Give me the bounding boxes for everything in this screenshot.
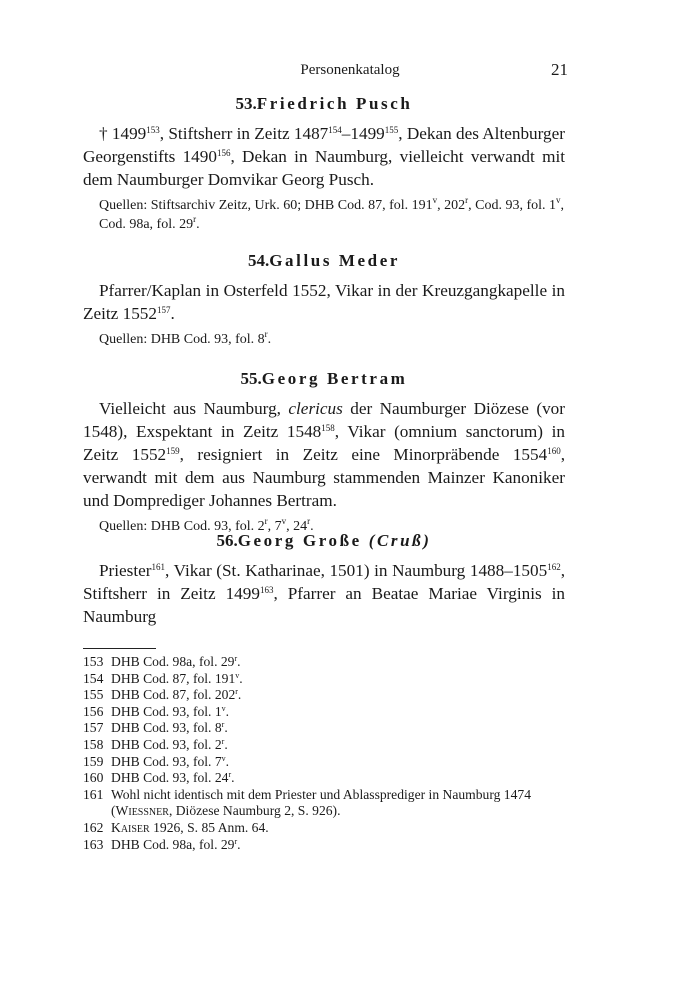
entry-title: [83, 94, 565, 114]
entry-sources: [83, 330, 565, 349]
text-run: , Dekan in Naumburg, vielleicht verwandt mit dem Naumburger Domvikar Georg Pusch.: [83, 147, 565, 189]
text-run: , Diözese Naumburg 2, S. 926).: [168, 803, 341, 819]
text-run: , verwandt mit dem aus Naumburg stammenden Mainzer Kanoniker und Domprediger Johannes Bertram.: [83, 445, 565, 510]
superscript: r: [465, 195, 469, 205]
footnote: [83, 787, 565, 820]
superscript: 163: [259, 585, 274, 595]
footnote-number: 154: [83, 670, 104, 686]
author-name: Wiessner: [115, 803, 169, 819]
text-run: , Vikar (St. Katharinae, 1501) in Naumburg 1488–1505: [165, 561, 548, 580]
superscript: 154: [328, 125, 342, 135]
superscript: v: [221, 703, 226, 713]
entry-name: Gallus Meder: [269, 251, 401, 270]
footnote-number: 157: [83, 720, 104, 736]
entry-number: 56.: [216, 531, 238, 550]
text-run: DHB Cod. 87, fol. 202: [111, 687, 236, 703]
text-run: , Cod. 98a, fol. 29: [99, 198, 565, 232]
footnote-text: [111, 770, 565, 787]
superscript: 159: [166, 446, 180, 456]
superscript: r: [221, 736, 225, 746]
footnote-number: 163: [83, 836, 104, 852]
text-run: DHB Cod. 93, fol. 24: [111, 770, 229, 786]
footnote-number: 158: [83, 736, 104, 752]
entry-name: Georg Große: [237, 531, 362, 550]
text-run: der Naumburger Diözese (vor 1548), Exspektant in Zeitz 1548: [83, 399, 565, 441]
footnote: [83, 687, 565, 704]
superscript: r: [307, 516, 311, 526]
footnote: [83, 754, 565, 771]
entry-name: Friedrich Pusch: [256, 94, 413, 113]
footnote-number: 155: [83, 687, 104, 703]
footnote-text: [111, 787, 565, 820]
footnote: [83, 671, 565, 688]
superscript: r: [235, 687, 238, 697]
footnote-number: 161: [83, 786, 104, 802]
text-run: , Vikar (omnium sanctorum) in Zeitz 1552: [83, 422, 565, 464]
entry-body: [83, 397, 565, 512]
entry-number: 54.: [247, 251, 270, 270]
footnote: [83, 720, 565, 737]
text-run: Quellen: DHB Cod. 93, fol. 2: [99, 519, 265, 534]
text-run: DHB Cod. 93, fol. 7: [111, 753, 222, 769]
footnote-text: [111, 754, 565, 771]
footnote: [83, 770, 565, 787]
entry-body: [83, 559, 565, 628]
entry-sources: [83, 196, 565, 234]
entry-body: [83, 122, 565, 191]
text-run: Priester: [99, 561, 152, 580]
entry-body: [83, 279, 565, 325]
superscript: r: [234, 836, 238, 846]
entry-title: [83, 251, 565, 271]
superscript: 158: [321, 423, 335, 433]
footnote-text: [111, 671, 565, 688]
text-run: .: [237, 654, 241, 669]
footnote-text: [111, 704, 565, 721]
text-run: .: [310, 519, 314, 534]
text-run: DHB Cod. 98a, fol. 29: [111, 654, 235, 669]
text-run: .: [225, 753, 230, 769]
text-run: , 24: [286, 519, 308, 534]
text-run: Pfarrer/Kaplan in Osterfeld 1552, Vikar in der Kreuzgangkapelle in Zeitz 1552: [83, 281, 565, 323]
entry-54: [83, 251, 565, 349]
text-run: .: [239, 670, 243, 686]
footnote-text: [111, 820, 565, 837]
page-number: 21: [551, 60, 568, 79]
superscript: v: [281, 516, 287, 526]
text-run: , 202: [437, 198, 466, 213]
text-run: .: [225, 703, 230, 719]
text-run: † 1499: [99, 124, 147, 143]
footnote: [83, 704, 565, 721]
superscript: v: [221, 753, 226, 763]
text-run: .: [237, 687, 242, 703]
text-run: DHB Cod. 98a, fol. 29: [111, 836, 235, 852]
superscript: r: [264, 329, 268, 339]
superscript: r: [234, 654, 238, 663]
footnote-text: [111, 654, 565, 671]
text-run: Wohl nicht identisch mit dem Priester und Ablassprediger in Naumburg 1474 (: [111, 786, 531, 819]
text-run: Vielleicht aus Naumburg,: [99, 399, 289, 418]
superscript: 155: [384, 125, 399, 135]
text-run: –1499: [341, 124, 385, 143]
footnote-number: 153: [83, 654, 104, 669]
text-run: , Cod. 93, fol. 1: [468, 198, 557, 213]
entry-title: [83, 531, 565, 551]
text-run: 1926, S. 85 Anm. 64.: [149, 819, 269, 835]
superscript: r: [264, 516, 268, 526]
text-run: Quellen: Stiftsarchiv Zeitz, Urk. 60; DHB Cod. 87, fol. 191: [99, 198, 433, 213]
entry-number: 53.: [235, 94, 257, 113]
text-run: .: [170, 304, 175, 323]
footnote: [83, 737, 565, 754]
superscript: 157: [156, 305, 171, 315]
author-name: Kaiser: [111, 819, 150, 835]
text-run: DHB Cod. 87, fol. 191: [111, 670, 236, 686]
superscript: r: [228, 770, 232, 780]
superscript: v: [235, 670, 240, 680]
footnote-text: [111, 687, 565, 704]
entry-name: Georg Bertram: [261, 369, 408, 388]
text-run: , resigniert in Zeitz eine Minorpräbende 1554: [179, 445, 548, 464]
footnote-text: [111, 737, 565, 754]
text-run: , Stiftsherr in Zeitz 1487: [159, 124, 329, 143]
entry-53: [83, 94, 565, 234]
text-run: Quellen: DHB Cod. 93, fol. 8: [99, 332, 265, 347]
superscript: r: [193, 214, 197, 224]
text-run: , Stiftsherr in Zeitz 1499: [83, 561, 565, 603]
text-run: .: [231, 770, 235, 786]
superscript: v: [432, 195, 438, 205]
footnote-number: 159: [83, 753, 104, 769]
text-run: .: [196, 217, 200, 232]
superscript: r: [221, 720, 225, 730]
footnote: [83, 654, 565, 671]
footnote-number: 162: [83, 819, 104, 835]
entry-56: [83, 531, 565, 628]
footnote: [83, 820, 565, 837]
footnotes: [83, 654, 565, 853]
text-run: DHB Cod. 93, fol. 2: [111, 736, 222, 752]
entry-alt-name: (Cruß): [368, 531, 432, 550]
text-run: .: [237, 836, 241, 852]
italic-term: clericus: [288, 399, 343, 418]
superscript: 156: [216, 148, 231, 158]
superscript: 153: [146, 125, 160, 135]
footnote-number: 156: [83, 703, 104, 719]
footnote-number: 160: [83, 770, 104, 786]
entry-number: 55.: [240, 369, 262, 388]
footnote-text: [111, 837, 565, 854]
text-run: .: [224, 736, 228, 752]
superscript: v: [556, 195, 561, 205]
entry-55: [83, 369, 565, 536]
text-run: DHB Cod. 93, fol. 1: [111, 703, 222, 719]
text-run: .: [267, 332, 272, 347]
running-head-title: Personenkatalog: [300, 62, 400, 78]
text-run: DHB Cod. 93, fol. 8: [111, 720, 222, 736]
superscript: 162: [547, 562, 561, 572]
superscript: 160: [547, 446, 561, 456]
text-run: , Dekan des Altenburger Georgenstifts 1490: [83, 124, 565, 166]
entry-title: [83, 369, 565, 389]
superscript: 161: [151, 562, 166, 572]
text-run: , 7: [267, 519, 282, 534]
footnote: [83, 837, 565, 854]
footnote-text: [111, 720, 565, 737]
text-run: , Pfarrer an Beatae Mariae Virginis in Naumburg: [83, 584, 565, 626]
text-run: .: [224, 720, 228, 736]
footnote-separator: [83, 648, 156, 649]
